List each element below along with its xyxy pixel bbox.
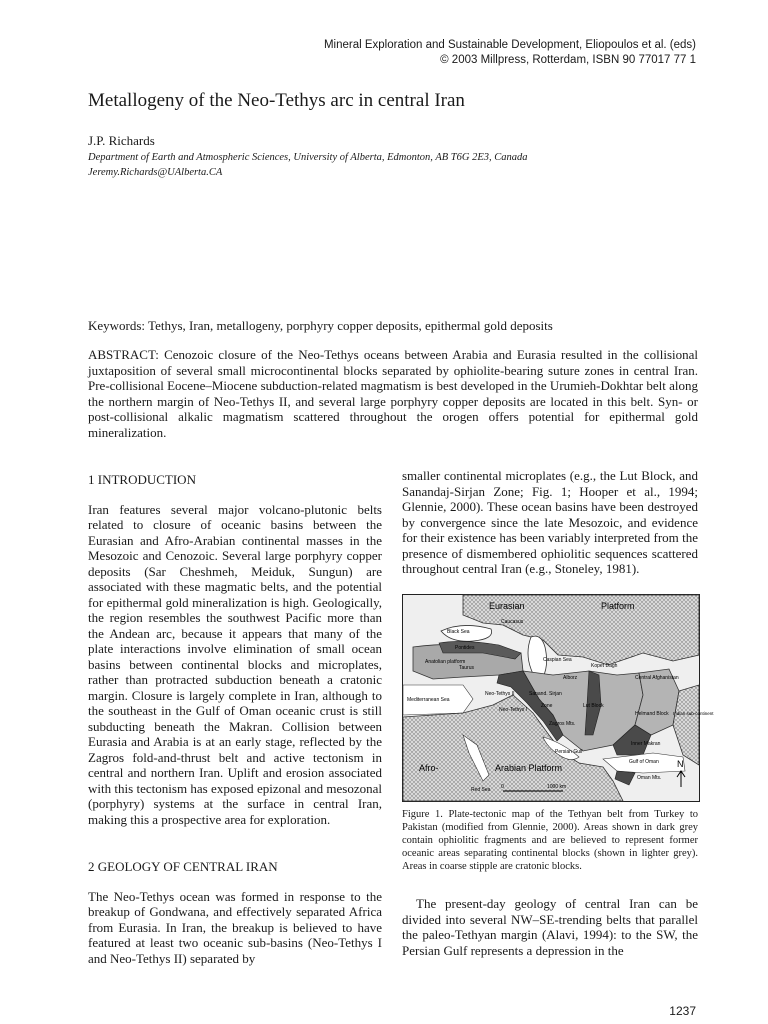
label-indian: Indian sub-continent [673, 711, 714, 716]
label-eurasian: Eurasian [489, 601, 525, 611]
running-header [324, 38, 696, 68]
north-arrow-icon [677, 771, 685, 787]
label-taurus: Taurus [459, 665, 475, 671]
label-anatolian: Anatolian platform [425, 659, 466, 665]
section-2-heading: 2 GEOLOGY OF CENTRAL IRAN [88, 859, 278, 874]
label-neo-tethys-ii: Neo-Tethys II [485, 691, 515, 697]
section-2-text: The Neo-Tethys ocean was formed in response to the breakup of Gondwana, and effectively separated Africa from Eurasia. In Iran, the breakup is believed to have featured at least two oceanic sub-basins (Neo-Tethys I and Neo-Tethys II) separated by [88, 888, 382, 966]
label-gulf-oman: Gulf of Oman [629, 759, 659, 765]
author-email: Jeremy.Richards@UAlberta.CA [88, 167, 223, 178]
label-zone: Zone [541, 703, 553, 709]
label-red-sea: Red Sea [471, 787, 491, 793]
label-med: Mediterranean Sea [407, 697, 450, 703]
label-arabian: Arabian Platform [495, 763, 563, 773]
label-north: N [677, 759, 684, 769]
right-column-para-1: smaller continental microplates (e.g., the Lut Block, and Sanandaj-Sirjan Zone; Fig. 1; Hooper et al., 1994; Glennie, 2000). These ocean basins have been destroyed by convergence since the late Mesozoic, and evidence for their existence has been variably interpreted from the presence of dismembered ophiolitic sequences scattered throughout central Iran (e.g., Stoneley, 1981). [402, 468, 698, 576]
right-column-top [402, 468, 698, 577]
keywords: Keywords: Tethys, Iran, metallogeny, porphyry copper deposits, epithermal gold deposits [88, 318, 553, 333]
figure-1-map [402, 594, 714, 802]
label-pontides: Pontides [455, 645, 475, 651]
figure-1-caption: Figure 1. Plate-tectonic map of the Tethyan belt from Turkey to Pakistan (modified from Glennie, 2000). Areas shown in dark grey contain ophiolitic fragments and are believed to represent former oceanic areas separating continental blocks (shown in lighter grey). Areas in coarse stipple are cratonic blocks. [402, 809, 698, 872]
page-number: 1237 [669, 1004, 696, 1018]
label-zagros: Zagros Mts. [549, 721, 576, 727]
label-sanandaj: Sanand. Sirjan [529, 691, 562, 697]
label-neo-tethys-i: Neo-Tethys I [499, 707, 528, 713]
label-caucasus: Caucasus [501, 619, 524, 625]
label-scale-1000: 1000 km [547, 784, 567, 790]
label-central-afg: Central Afghanistan [635, 675, 679, 681]
label-oman-mts: Oman Mts. [637, 775, 662, 781]
label-kopet: Kopet Dagh [591, 663, 618, 669]
author-name: J.P. Richards [88, 133, 155, 148]
label-helmand: Helmand Block [635, 711, 669, 717]
affiliation [88, 150, 528, 180]
header-line-1: Mineral Exploration and Sustainable Development, Eliopoulos et al. (eds) [323, 39, 696, 51]
label-persian-gulf: Persian Gulf [555, 749, 583, 755]
paper-title: Metallogeny of the Neo-Tethys arc in central Iran [88, 90, 465, 111]
label-lut: Lut Block [583, 703, 604, 709]
label-inner-makran: Inner Makran [631, 741, 661, 747]
abstract: ABSTRACT: Cenozoic closure of the Neo-Tethys oceans between Arabia and Eurasia resulted in the collisional juxtaposition of several small microcontinental blocks separated by ophiolite-bearing suture zones in central Iran. Pre-collisional Eocene–Miocene subduction-related magmatism is best developed in the Urumieh-Dokhtar belt along the northern margin of Neo-Tethys II, and several large porphyry copper deposits are located in this belt. Syn- or post-collisional alkalic magmatism scattered throughout the orogen offers potential for epithermal gold mineralization. [88, 347, 698, 440]
right-column-para-2: The present-day geology of central Iran can be divided into several NW–SE-trending belts that parallel the paleo-Tethyan margin (Alavi, 1994): to the SW, the Persian Gulf represents a depression in the [402, 896, 698, 958]
oman-mountains-shape [615, 771, 635, 785]
label-alborz: Alborz [563, 675, 578, 681]
section-1-text: Iran features several major volcano-plutonic belts related to closure of oceanic basins between the Eurasian and Afro-Arabian continental masses in the Mesozoic and Cenozoic. Several large porphyry copper deposits (Sar Cheshmeh, Meiduk, Sungun) are associated with these magmatic belts, and the potential for epithermal gold mineralization is high. Geologically, the region resembles the southwest Pacific more than the Andean arc, because it appears that many of the plate interactions involve elimination of small ocean basins between continental blocks and microplates, rather than protracted subduction beneath a cratonic margin. Closure is largely complete in Iran, although to the southeast in the Gulf of Oman oceanic crust is still subducting beneath the Makran. Collision between Eurasia and Arabia is at an early stage, reflected by the Zagros fold-and-thrust belt and active tectonism in central and northern Iran. Uplift and erosion associated with this tectonism has exposed epizonal and mesozonal (porphyry) systems at the surface in central Iran, making this a prospective area for exploration. [88, 501, 382, 827]
header-line-2: © 2003 Millpress, Rotterdam, ISBN 90 77017 77 1 [440, 54, 696, 66]
label-caspian: Caspian Sea [543, 657, 572, 663]
right-column-bottom [402, 896, 698, 958]
label-black-sea: Black Sea [447, 629, 470, 635]
label-scale-0: 0 [501, 784, 504, 790]
affiliation-line: Department of Earth and Atmospheric Sciences, University of Alberta, Edmonton, AB T6G 2E3, Canada [88, 152, 528, 163]
section-1-heading: 1 INTRODUCTION [88, 472, 196, 487]
label-platform: Platform [601, 601, 635, 611]
left-column [88, 472, 382, 966]
label-afro: Afro- [419, 763, 439, 773]
